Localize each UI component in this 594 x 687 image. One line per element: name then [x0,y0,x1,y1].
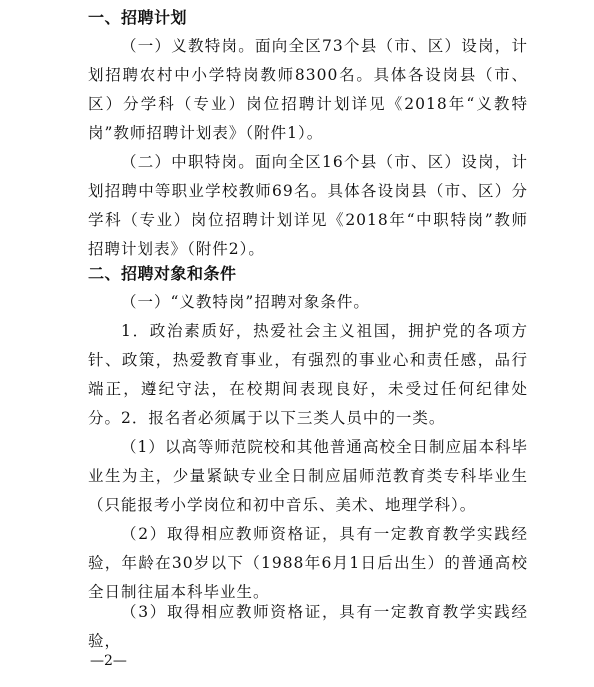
paragraph-vocational-posts: （二）中职特岗。面向全区16个县（市、区）设岗，计划招聘中等职业学校教师69名。具体各设岗县（市、区）分学科（专业）岗位招聘计划详见《2018年“中职特岗”教师招聘计划表》（附件2）。 [88,153,528,258]
section-heading-recruitment-plan: 一、招聘计划 [88,8,188,27]
paragraph-category-3: （3）取得相应教师资格证，具有一定教育教学实践经验， [88,603,528,650]
paragraph-condition-1: 1．政治素质好，热爱社会主义祖国，拥护党的各项方针、政策，热爱教育事业，有强烈的事业心和责任感，品行端正，遵纪守法，在校期间表现良好，未受过任何纪律处分。 [88,322,528,427]
paragraph-compulsory-education-posts: （一）义教特岗。面向全区73个县（市、区）设岗，计划招聘农村中小学特岗教师8300名。具体各设岗县（市、区）分学科（专业）岗位招聘计划详见《2018年“义教特岗”教师招聘计划表》（附件1）。 [88,37,528,142]
paragraph-condition-2: 2．报名者必须属于以下三类人员中的一类。 [121,409,446,427]
paragraph-target-conditions-intro: （一）“义教特岗”招聘对象条件。 [121,293,370,311]
paragraph-category-2: （2）取得相应教师资格证，具有一定教育教学实践经验，年龄在30岁以下（1988年6月1日后出生）的普通高校全日制往届本科毕业生。 [88,525,528,601]
paragraph-category-1: （1）以高等师范院校和其他普通高校全日制应届本科毕业生为主，少量紧缺专业全日制应届师范教育类专科毕业生（只能报考小学岗位和初中音乐、美术、地理学科）。 [88,438,528,514]
page-number: —2— [90,653,127,669]
section-heading-recruitment-targets: 二、招聘对象和条件 [88,264,237,283]
